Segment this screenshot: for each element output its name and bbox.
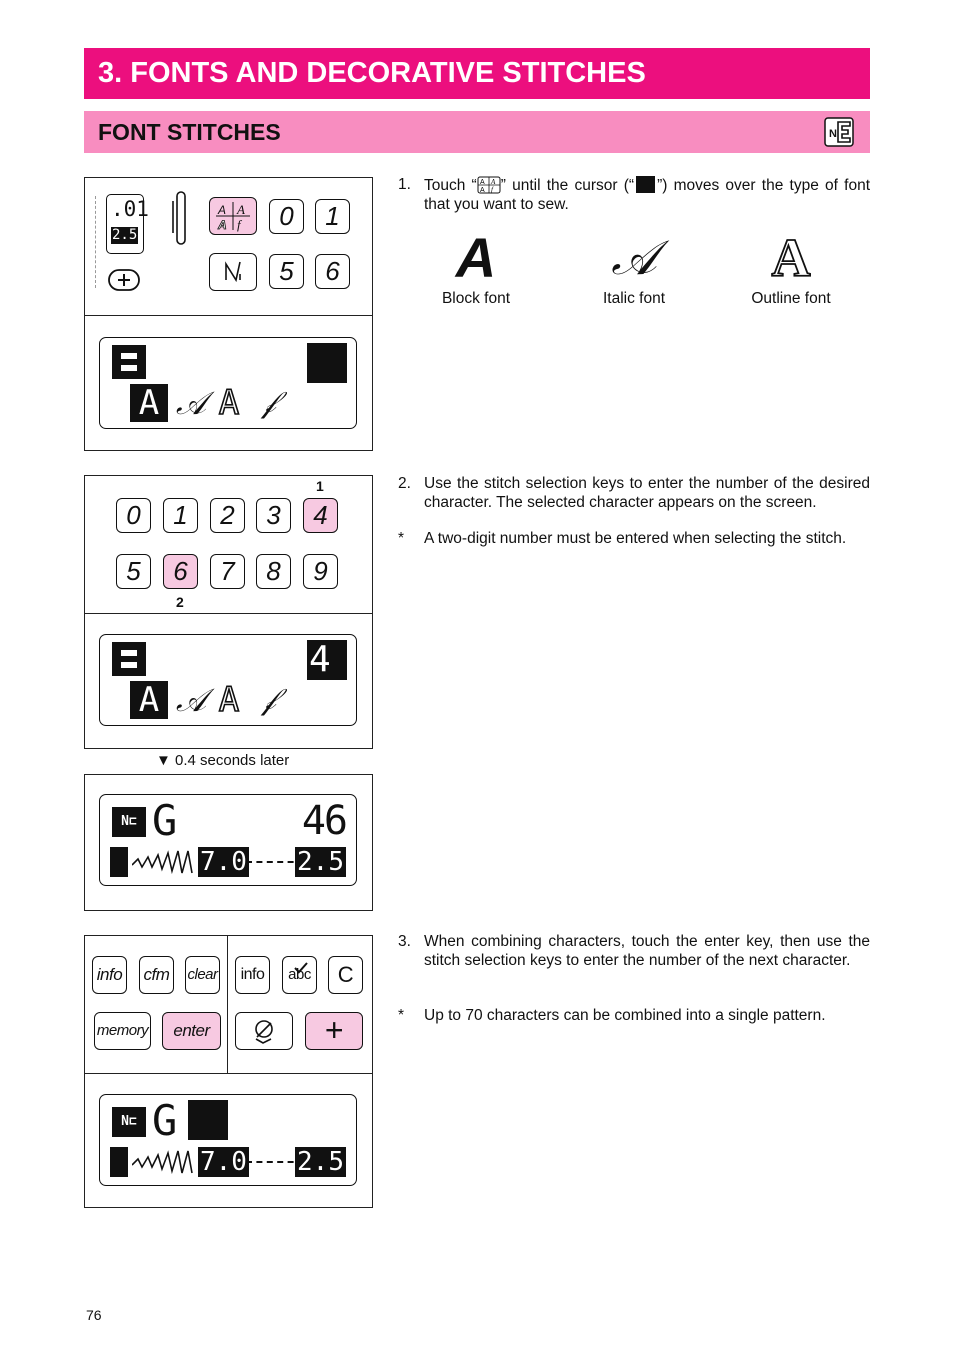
section-title-bar: [84, 111, 870, 153]
step-2-note-mark: *: [398, 530, 405, 547]
step-2-text: Use the stitch selection keys to enter the number of the desired character. The selected character appears on the screen.: [424, 475, 870, 511]
stitch-indicator: [110, 847, 128, 877]
font-select-icon: [210, 198, 256, 234]
info-button-2[interactable]: info: [235, 956, 270, 994]
step-1-number: 1.: [398, 176, 411, 193]
entered-number: 4: [307, 640, 347, 680]
delay-label: ▼ 0.4 seconds later: [156, 752, 290, 769]
mini-lcd-top-value: .01: [111, 197, 149, 221]
mode-indicator: [112, 642, 146, 676]
step-1-text-b: ” until the cursor (“: [500, 177, 635, 194]
memory-button[interactable]: memory: [94, 1012, 151, 1050]
mode-badge-nc: N⊏: [112, 807, 146, 837]
key-9[interactable]: 9: [303, 554, 338, 589]
lcd-screen: [99, 794, 357, 886]
block-font-label: Block font: [441, 290, 511, 307]
mode-indicator: [112, 345, 146, 379]
section-title: FONT STITCHES: [98, 119, 281, 145]
needle-icon: [171, 191, 191, 245]
step-3: [398, 933, 870, 991]
font-sample-block: [426, 226, 526, 308]
step-1-text: [424, 176, 870, 214]
cursor-block: [188, 1100, 228, 1140]
step-2-note-text: A two-digit number must be entered when selecting the stitch.: [424, 530, 847, 547]
panel-font-select: [84, 177, 373, 451]
length-value: 2.5: [297, 847, 344, 877]
info-button[interactable]: info: [92, 956, 127, 994]
length-value: 2.5: [297, 1147, 344, 1177]
font-char-italic: 𝒜: [175, 681, 207, 719]
key-7[interactable]: 7: [210, 554, 245, 589]
svg-text:A: A: [218, 203, 227, 217]
font-char-outline: A: [218, 383, 240, 423]
svg-text:A: A: [479, 179, 485, 186]
key-0[interactable]: 0: [269, 199, 304, 234]
key-5[interactable]: 5: [269, 254, 304, 289]
step-3-note-text: Up to 70 characters can be combined into a single pattern.: [424, 1007, 826, 1024]
panel-combine: [84, 935, 373, 1208]
pattern-number: 46: [301, 798, 346, 844]
chapter-title: 3. FONTS AND DECORATIVE STITCHES: [84, 48, 870, 99]
callout-2: 2: [176, 594, 184, 610]
font-select-icon: [477, 176, 501, 194]
abc-label: abc: [288, 966, 311, 983]
step-2-note: [398, 530, 870, 550]
width-icon: [132, 849, 194, 875]
zigzag-key[interactable]: [209, 253, 257, 291]
step-1: [398, 176, 870, 218]
svg-text:N: N: [829, 128, 837, 140]
font-char-outline: A: [218, 680, 240, 720]
callout-1: 1: [316, 478, 324, 494]
svg-text:f: f: [237, 217, 241, 232]
left-tick-marks: [95, 196, 97, 288]
stitch-icon: [210, 254, 256, 290]
step-3-text: When combining characters, touch the enter key, then use the stitch selection keys to enter the number of the next character.: [424, 933, 870, 969]
checkmark-icon: [294, 962, 308, 974]
key-1[interactable]: 1: [163, 498, 198, 533]
svg-text:f: f: [490, 186, 493, 194]
page-number: 76: [86, 1307, 102, 1323]
font-char-decorative: 𝒻: [262, 385, 276, 420]
svg-text:A: A: [490, 178, 496, 186]
panel-result-screen: [84, 774, 373, 911]
enter-button[interactable]: enter: [162, 1012, 221, 1050]
presser-foot-button[interactable]: [235, 1012, 293, 1050]
lcd-screen: [99, 337, 357, 429]
key-3[interactable]: 3: [256, 498, 291, 533]
presser-foot-icon: [249, 1017, 279, 1045]
key-8[interactable]: 8: [256, 554, 291, 589]
svg-text:A: A: [218, 218, 227, 232]
key-4[interactable]: 4: [303, 498, 338, 533]
cfm-button[interactable]: cfm: [139, 956, 174, 994]
selected-character: G: [152, 1096, 178, 1145]
step-3-note-mark: *: [398, 1007, 405, 1024]
font-char-italic: 𝒜: [175, 384, 207, 422]
step-1-text-c: ”) moves over the type of font that you want to sew.: [424, 177, 870, 213]
lcd-screen: [99, 634, 357, 726]
svg-text:A: A: [479, 187, 485, 194]
key-1[interactable]: 1: [315, 199, 350, 234]
mini-lcd: [106, 194, 149, 254]
font-sample-italic: [584, 230, 684, 308]
key-6[interactable]: 6: [163, 554, 198, 589]
step-3-number: 3.: [398, 933, 411, 950]
lcd-screen: [99, 1094, 357, 1186]
font-stitch-icon: [824, 117, 854, 147]
plus-icon[interactable]: [108, 269, 140, 291]
step-3-note: [398, 1007, 870, 1027]
mode-badge-nc: N⊏: [112, 1107, 146, 1137]
cursor-icon: [636, 176, 655, 193]
key-5[interactable]: 5: [116, 554, 151, 589]
mini-lcd-bottom-value: 2.5: [112, 227, 138, 243]
c-button[interactable]: C: [328, 956, 363, 994]
block-font-glyph: A: [455, 226, 497, 289]
italic-font-label: Italic font: [602, 290, 666, 307]
step-1-text-a: Touch “: [424, 177, 477, 194]
font-char-decorative: 𝒻: [262, 682, 276, 717]
width-value: 7.0: [200, 1147, 247, 1177]
stitch-indicator: [110, 1147, 128, 1177]
font-sample-outline: [741, 230, 841, 308]
abc-check-button[interactable]: [282, 956, 317, 994]
key-2[interactable]: 2: [210, 498, 245, 533]
width-icon: [132, 1149, 194, 1175]
width-value: 7.0: [200, 847, 247, 877]
clear-button[interactable]: clear: [185, 956, 220, 994]
outline-font-glyph: A: [771, 228, 811, 288]
svg-text:A: A: [237, 202, 245, 217]
cursor-block: [307, 343, 347, 383]
key-6[interactable]: 6: [315, 254, 350, 289]
font-select-key[interactable]: [209, 197, 257, 235]
font-char-block-selected: A: [130, 384, 168, 422]
panel-number-keys: [84, 475, 373, 749]
plus-button[interactable]: +: [305, 1012, 363, 1050]
step-2-number: 2.: [398, 475, 411, 492]
italic-font-glyph: 𝒜: [611, 230, 657, 286]
outline-font-label: Outline font: [751, 290, 831, 307]
font-char-block-selected: A: [130, 681, 168, 719]
key-0[interactable]: 0: [116, 498, 151, 533]
step-2: [398, 475, 870, 515]
selected-character: G: [152, 796, 178, 845]
